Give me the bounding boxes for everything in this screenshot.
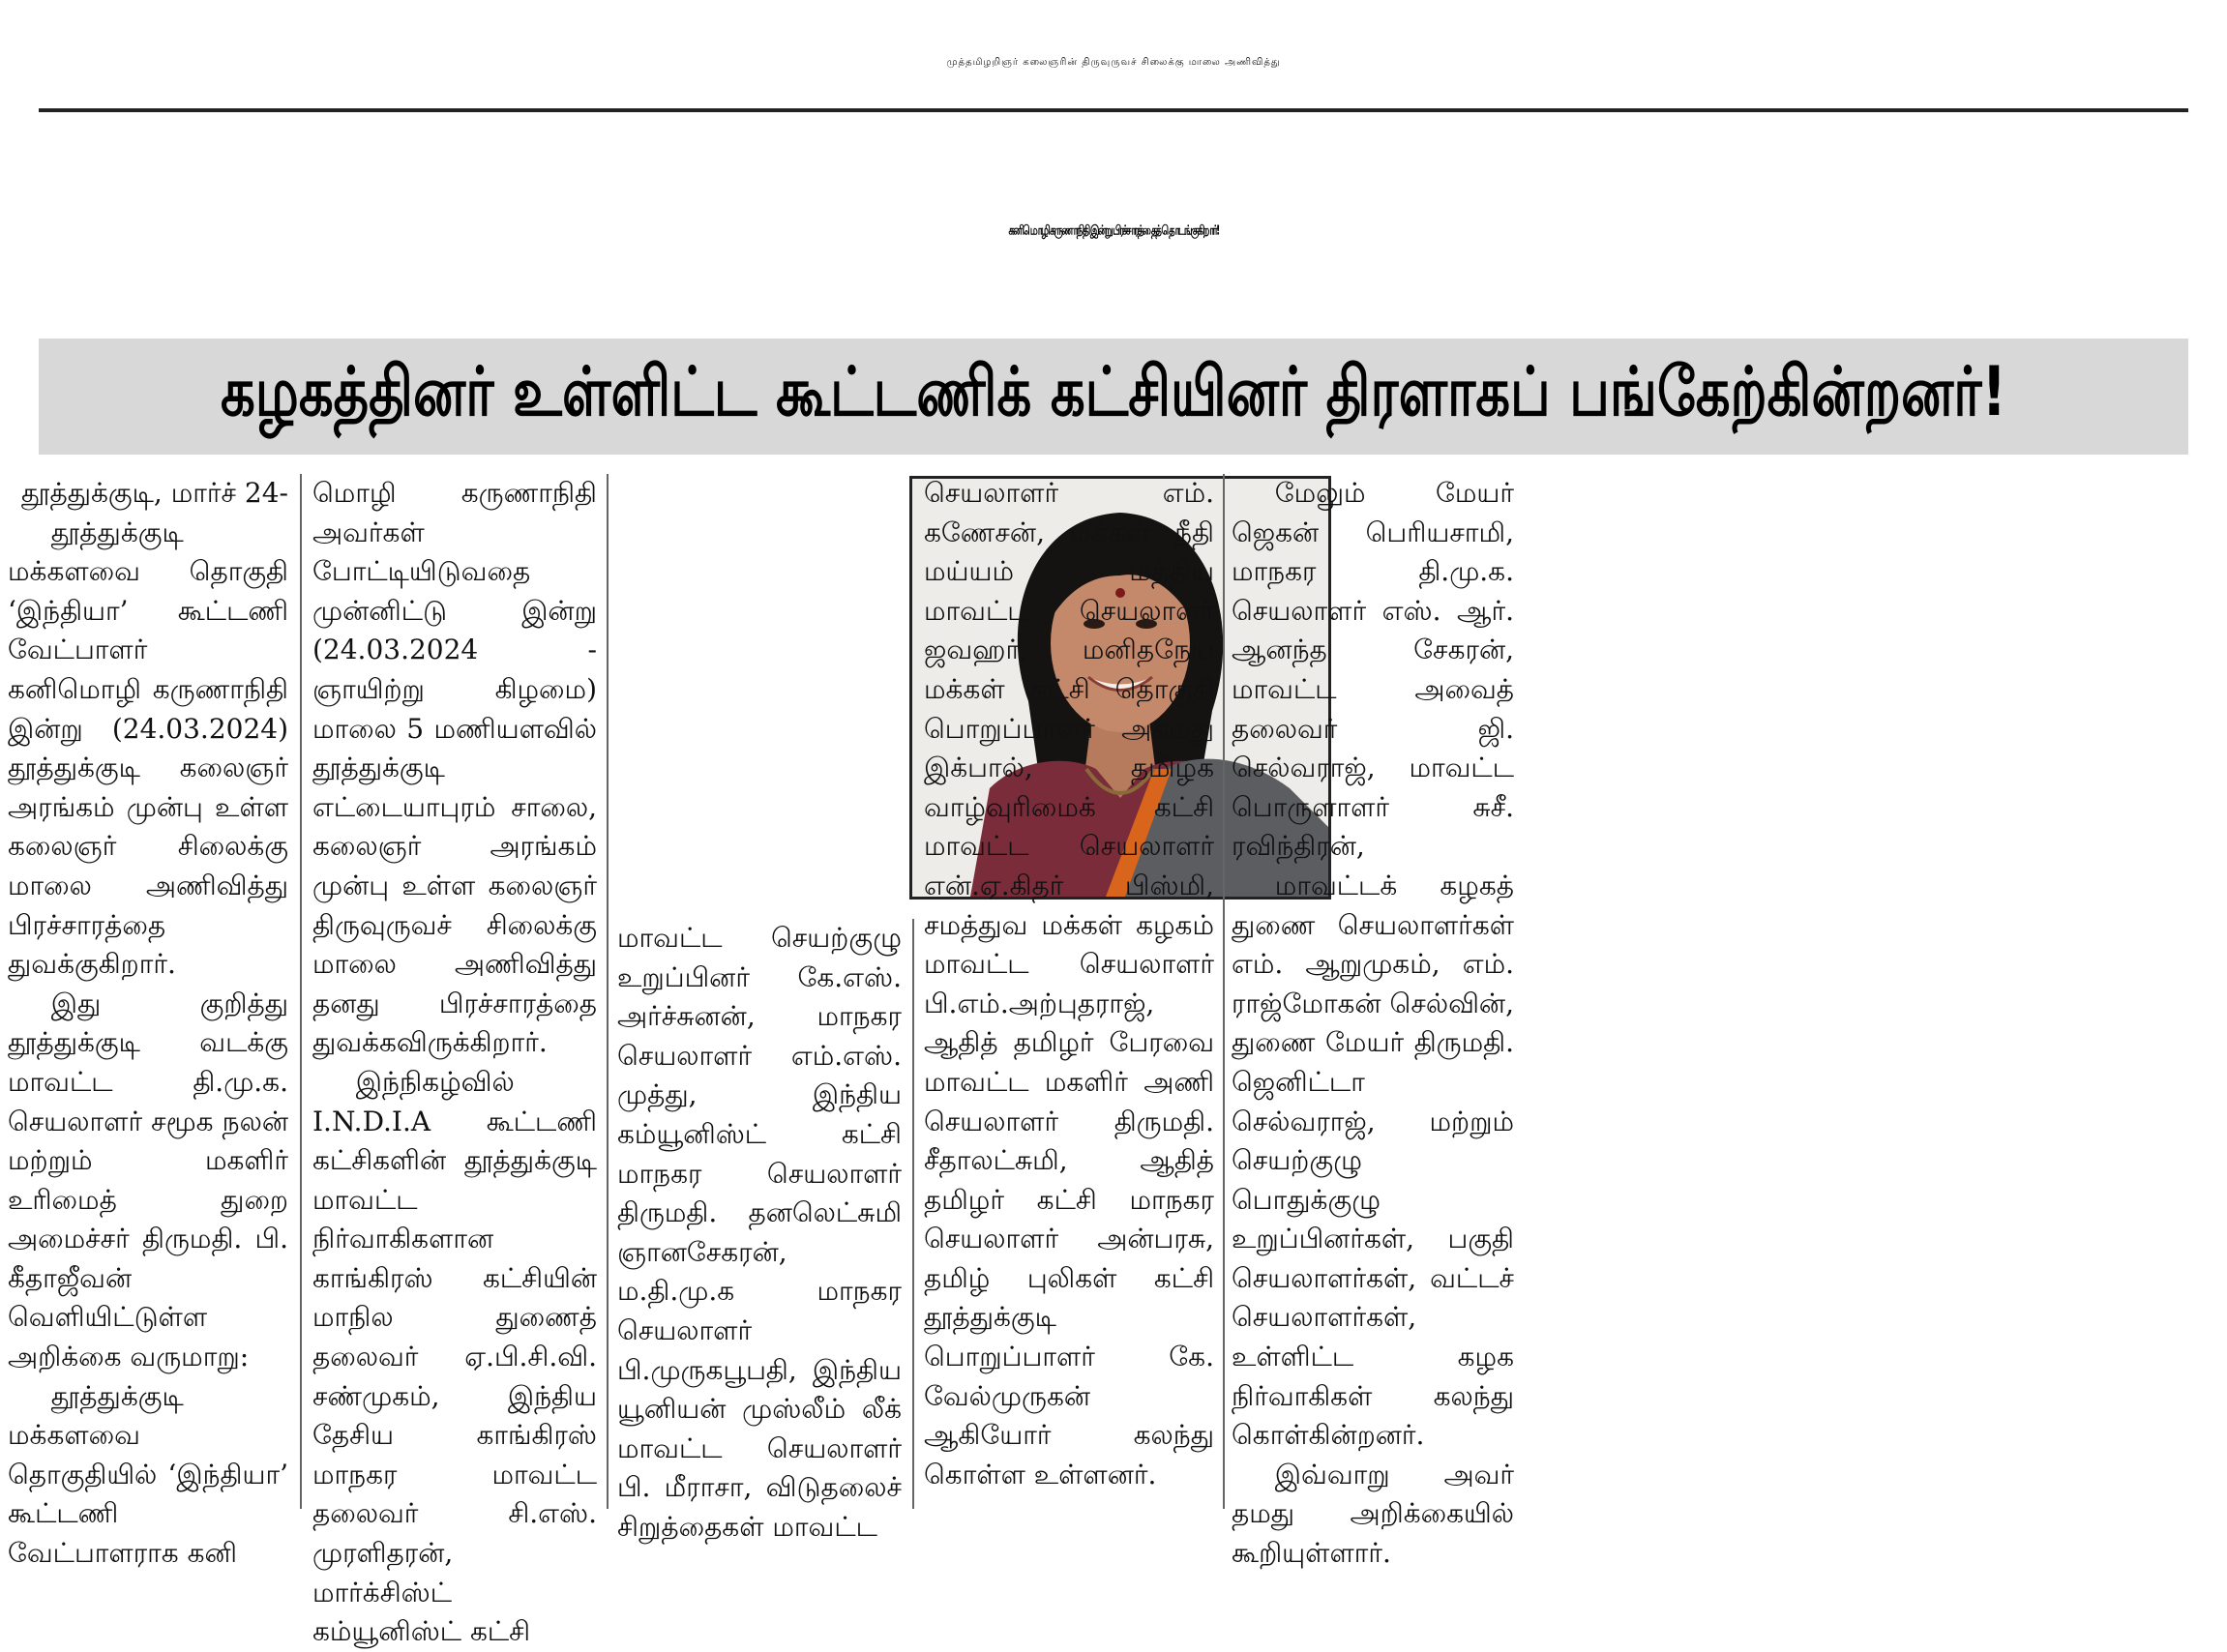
kicker-headline: முத்தமிழறிஞர் கலைஞரின் திருவுருவச் சிலைக்கு மாலை அணிவித்து xyxy=(946,57,1281,68)
paragraph: தூத்துக்குடி மக்களவை தொகுதியில் ‘இந்தியா’ கூட்டணி வேட்பாளராக கனி xyxy=(8,1379,288,1570)
paragraph: இவ்வாறு அவர் தமது அறிக்கையில் கூறியுள்ளார். xyxy=(1232,1458,1514,1570)
article-column-2 xyxy=(312,474,597,1648)
column-divider xyxy=(912,919,914,1509)
subheadline-banner xyxy=(39,339,2188,455)
paragraph: இந்நிகழ்வில் I.N.D.I.A கூட்டணி கட்சிகளின் தூத்துக்குடி மாவட்ட நிர்வாகிகளான காங்கிரஸ் கட்சியின் மாநில துணைத் தலைவர் ஏ.பி.சி.வி. சண்முகம், இந்திய தேசிய காங்கிரஸ் மாநகர மாவட்ட தலைவர் சி.எஸ். முரளிதரன், மார்க்சிஸ்ட் கம்யூனிஸ்ட் கட்சி xyxy=(312,1065,597,1648)
paragraph: இது குறித்து தூத்துக்குடி வடக்கு மாவட்ட தி.மு.க. செயலாளர் சமூக நலன் மற்றும் மகளிர் உரிமைத் துறை அமைச்சர் திருமதி. பி. கீதாஜீவன் வெளியிட்டுள்ள அறிக்கை வருமாறு: xyxy=(8,987,288,1373)
column-divider xyxy=(1223,474,1225,1509)
main-headline: கனிமொழி கருணாநிதி இன்று பிரச்சாரத்தைத் தொடங்குகிறார்! xyxy=(1008,223,1219,239)
article-column-3 xyxy=(617,919,902,1543)
paragraph: மாவட்ட செயற்குழு உறுப்பினர் கே.எஸ். அர்ச்சுனன், மாநகர செயலாளர் எம்.எஸ். முத்து, இந்திய கம்யூனிஸ்ட் கட்சி மாநகர செயலாளர் திருமதி. தனலெட்சுமி ஞானசேகரன், ம.தி.மு.க மாநகர செயலாளர் பி.முருகபூபதி, இந்திய யூனியன் முஸ்லீம் லீக் மாவட்ட செயலாளர் பி. மீராசா, விடுதலைச் சிறுத்தைகள் மாவட்ட xyxy=(617,922,902,1543)
article-column-5 xyxy=(1232,474,1514,1570)
paragraph: மொழி கருணாநிதி அவர்கள் போட்டியிடுவதை முன்னிட்டு இன்று (24.03.2024 - ஞாயிற்று கிழமை) மாலை 5 மணியளவில் தூத்துக்குடி எட்டையாபுரம் சாலை, கலைஞர் அரங்கம் முன்பு உள்ள கலைஞர் திருவுருவச் சிலைக்கு மாலை அணிவித்து தனது பிரச்சாரத்தை துவக்கவிருக்கிறார். xyxy=(312,477,597,1059)
dateline: தூத்துக்குடி, மார்ச் 24- xyxy=(20,477,288,509)
column-divider xyxy=(607,474,609,1509)
subheadline-text: கழகத்தினர் உள்ளிட்ட கூட்டணிக் கட்சியினர் திரளாகப் பங்கேற்கின்றனர்! xyxy=(220,353,2007,432)
paragraph: தூத்துக்குடி மக்களவை தொகுதி ‘இந்தியா’ கூட்டணி வேட்பாளர் கனிமொழி கருணாநிதி இன்று (24.03.2024) தூத்துக்குடி கலைஞர் அரங்கம் முன்பு உள்ள கலைஞர் சிலைக்கு மாலை அணிவித்து பிரச்சாரத்தை துவக்குகிறார். xyxy=(8,516,288,981)
article-column-1 xyxy=(8,474,288,1570)
paragraph: செயலாளர் எம். கணேசன், மக்கள் நீதி மய்யம் மத்திய மாவட்ட செயலாளர் ஜவஹர், மனிதநேய மக்கள் கட்சி தொகுதி பொறுப்பாளர் அகமது இக்பால், தமிழக வாழ்வுரிமைக் கட்சி மாவட்ட செயலாளர் என்.ஏ.கிதர் பிஸ்மி, சமத்துவ மக்கள் கழகம் மாவட்ட செயலாளர் பி.எம்.அற்புதராஜ், ஆதித் தமிழர் பேரவை மாவட்ட மகளிர் அணி செயலாளர் திருமதி. சீதாலட்சுமி, ஆதித் தமிழர் கட்சி மாநகர செயலாளர் அன்பரசு, தமிழ் புலிகள் கட்சி தூத்துக்குடி பொறுப்பாளர் கே. வேல்முருகன் ஆகியோர் கலந்து கொள்ள உள்ளனர். xyxy=(924,477,1214,1490)
paragraph: மேலும் மேயர் ஜெகன் பெரியசாமி, மாநகர தி.மு.க. செயலாளர் எஸ். ஆர். ஆனந்த சேகரன், மாவட்ட அவைத் தலைவர் ஜி. செல்வராஜ், மாவட்ட பொருளாளர் சுசீ. ரவிந்திரன், xyxy=(1232,477,1514,863)
column-divider xyxy=(300,474,302,1509)
article-column-4 xyxy=(924,474,1214,1509)
paragraph: மாவட்டக் கழகத் துணை செயலாளர்கள் எம். ஆறுமுகம், எம். ராஜ்மோகன் செல்வின், துணை மேயர் திருமதி. ஜெனிட்டா செல்வராஜ், மற்றும் செயற்குழு பொதுக்குழு உறுப்பினர்கள், பகுதி செயலாளர்கள், வட்டச் செயலாளர்கள், உள்ளிட்ட கழக நிர்வாகிகள் கலந்து கொள்கின்றனர். xyxy=(1232,869,1514,1452)
